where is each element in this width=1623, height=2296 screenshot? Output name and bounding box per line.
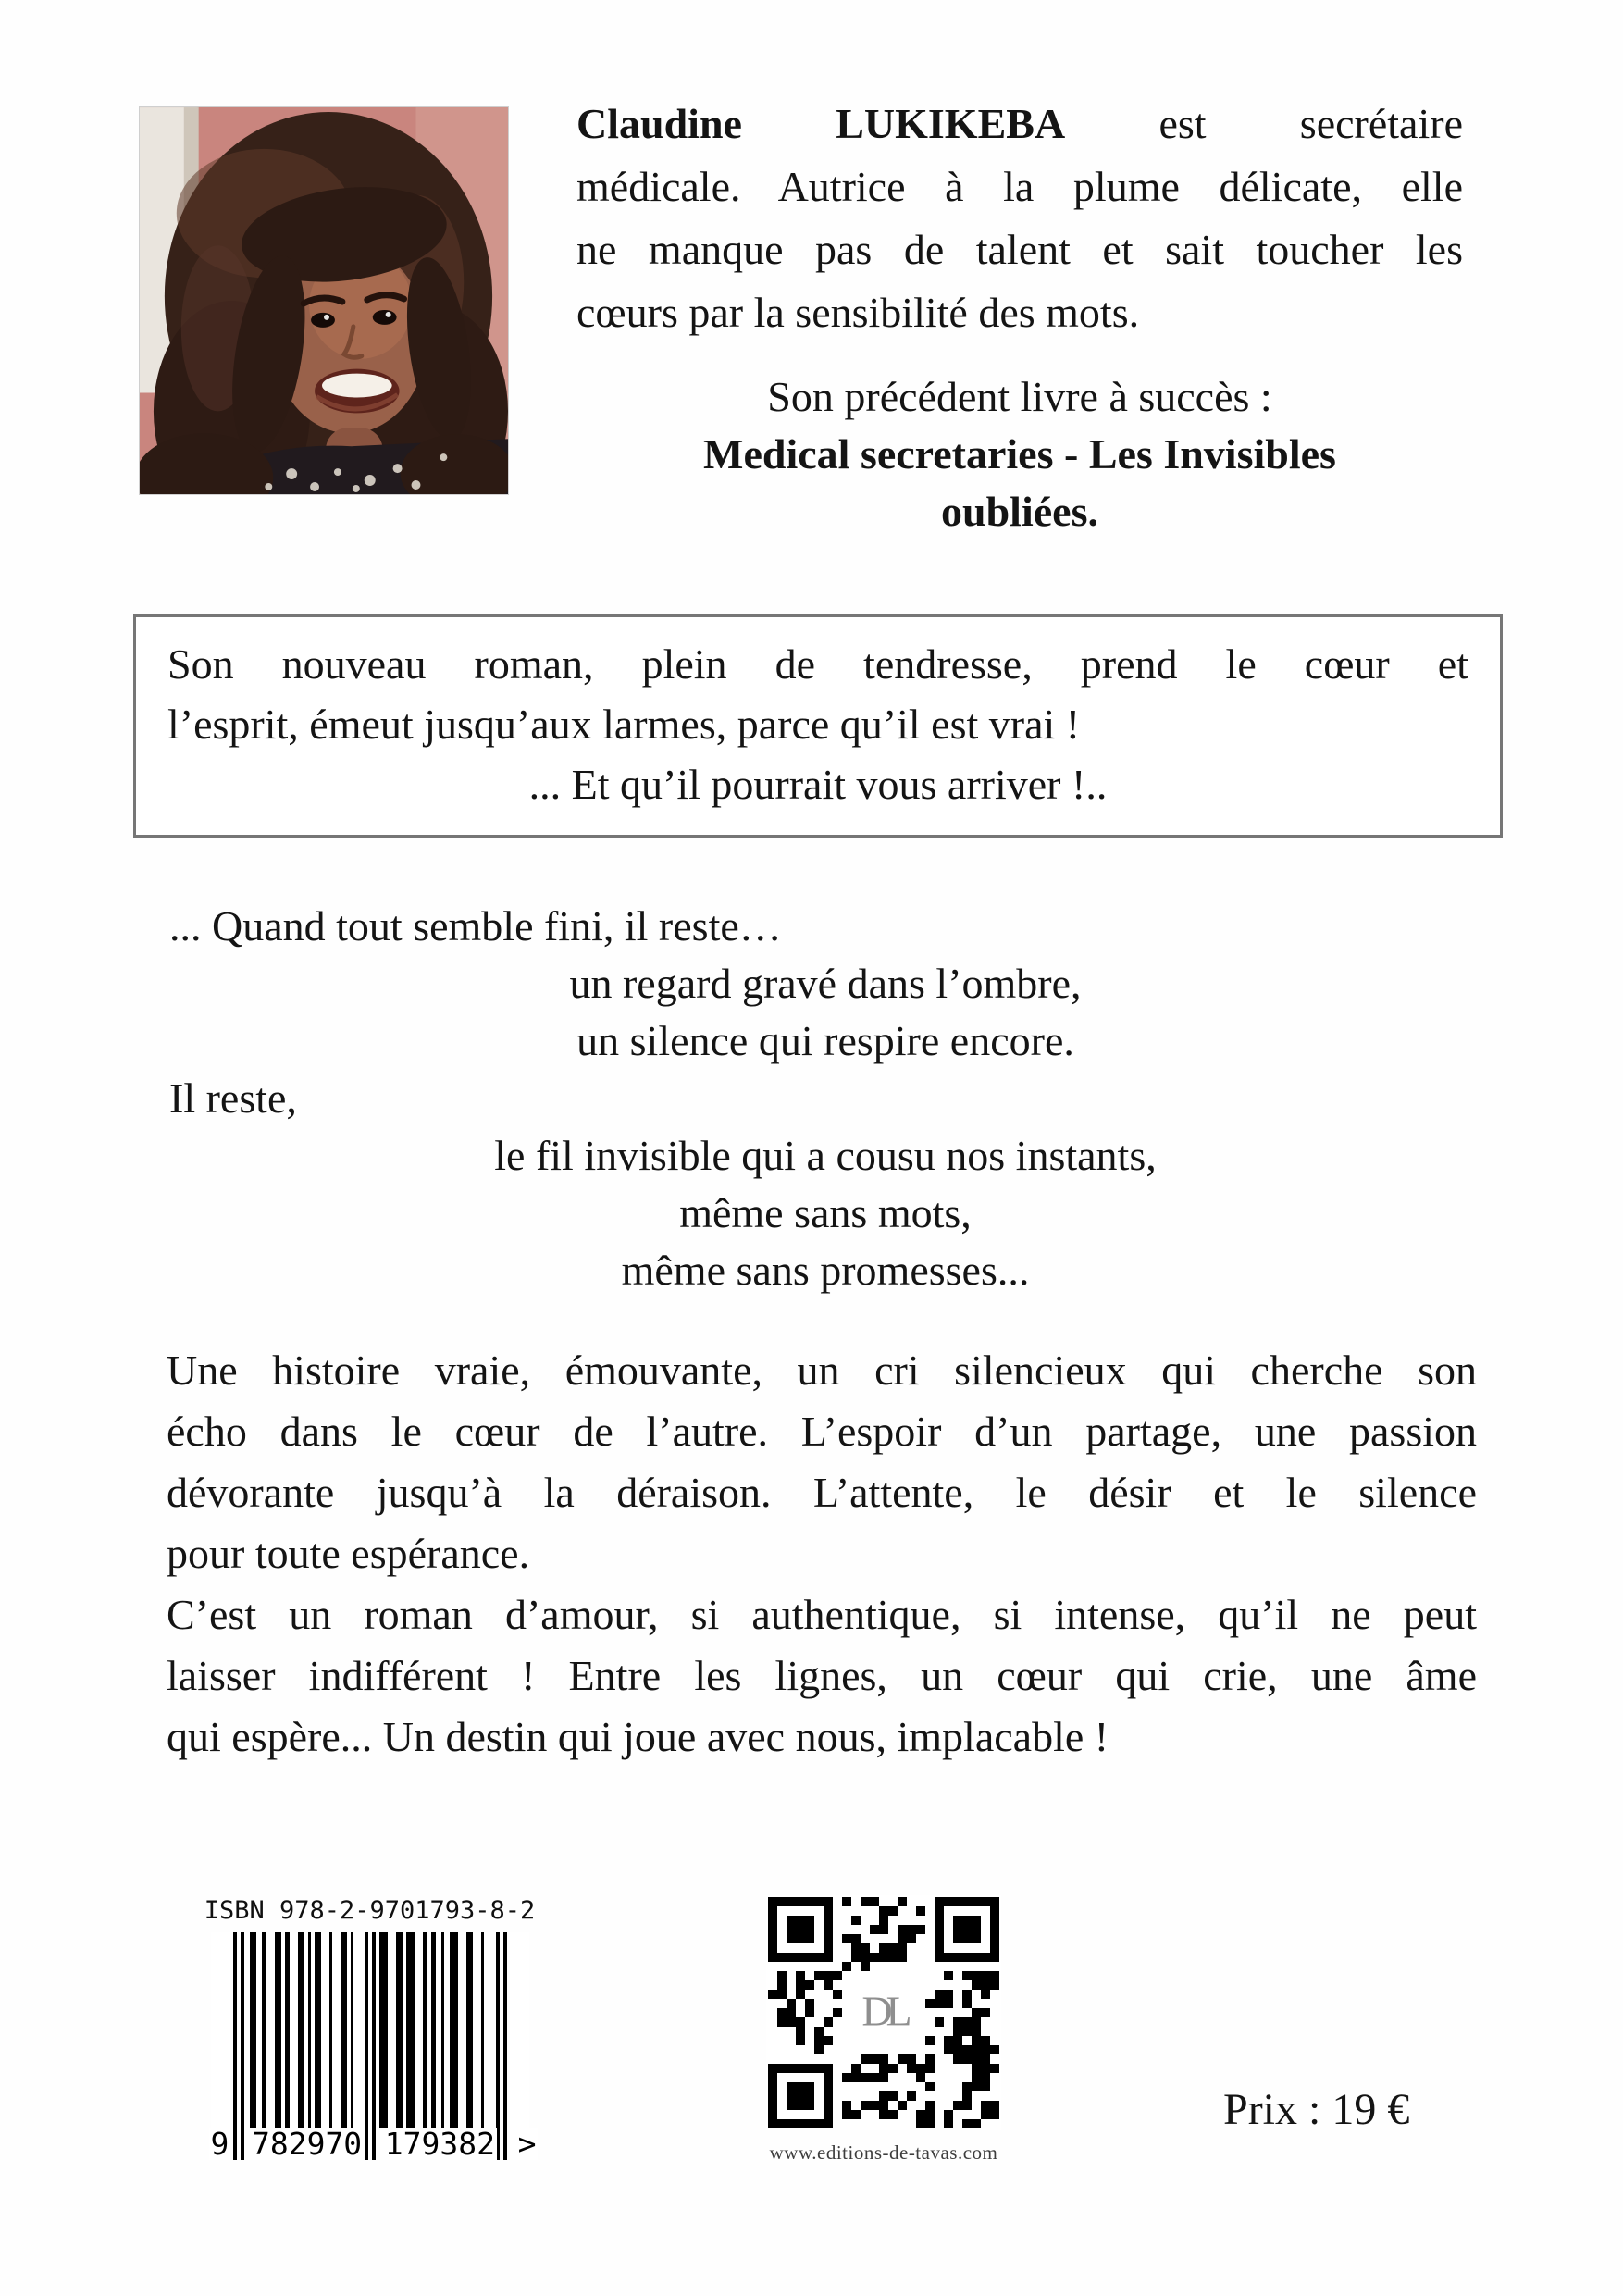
previous-book-title-line-1: Medical secretaries - Les Invisibles	[703, 430, 1336, 478]
poem-line-1: ... Quand tout semble fini, il reste…	[169, 902, 782, 949]
barcode-digit-group: 782970	[251, 2126, 363, 2162]
barcode-digit-group: 179382	[384, 2126, 495, 2162]
author-photo	[139, 106, 509, 495]
previous-book	[576, 368, 1463, 540]
synopsis-p1-line-1: Une histoire vraie, émouvante, un cri silencieux qui cherche son	[167, 1347, 1477, 1394]
isbn-block	[196, 1897, 543, 2160]
synopsis-p2-line-1: C’est un roman d’amour, si authentique, si intense, qu’il ne peut	[167, 1591, 1477, 1638]
bio-line-1-rest: est secrétaire	[1065, 100, 1463, 147]
synopsis-p1-line-3: dévorante jusqu’à la déraison. L’attente, le désir et le silence	[167, 1469, 1477, 1516]
poem-line-5: le fil invisible qui a cousu nos instants,	[494, 1132, 1157, 1179]
synopsis-p2-line-2: laisser indifférent ! Entre les lignes, un cœur qui crie, une âme	[167, 1652, 1477, 1699]
poem-line-7: même sans promesses...	[621, 1247, 1030, 1294]
publisher-qr-block	[766, 1895, 1001, 2165]
barcode-digit-group: 9	[210, 2126, 229, 2162]
synopsis-p1-line-2: écho dans le cœur de l’autre. L’espoir d’un partage, une passion	[167, 1408, 1477, 1455]
previous-book-title-line-2: oubliées.	[941, 488, 1098, 535]
author-portrait-art	[140, 107, 508, 494]
synopsis-p1-line-4: pour toute espérance.	[167, 1530, 530, 1577]
poem-line-6: même sans mots,	[679, 1189, 972, 1236]
bio-line-2: médicale. Autrice à la plume délicate, elle	[576, 163, 1463, 210]
previous-book-intro: Son précédent livre à succès :	[767, 373, 1272, 420]
price: Prix : 19 €	[1223, 2085, 1410, 2134]
bio-line-3: ne manque pas de talent et sait toucher les	[576, 226, 1463, 273]
bio-line-1	[576, 93, 1463, 155]
highlight-box	[133, 614, 1503, 838]
poem-line-2: un regard gravé dans l’ombre,	[569, 960, 1082, 1007]
poem-line-3: un silence qui respire encore.	[576, 1017, 1074, 1064]
ean-barcode	[210, 1932, 537, 2162]
isbn-label: ISBN 978-2-9701793-8-2	[204, 1896, 536, 1925]
barcode-digits	[209, 2127, 539, 2160]
barcode-digit-group: >	[517, 2126, 537, 2162]
poem	[167, 898, 1481, 1299]
publisher-logo-monogram: DL	[861, 1987, 906, 2035]
author-bio	[576, 93, 1463, 540]
blurb-line-1: Son nouveau roman, plein de tendresse, prend le cœur et	[167, 640, 1468, 688]
blurb-line-3: ... Et qu’il pourrait vous arriver !..	[528, 761, 1108, 808]
synopsis-p2-line-3: qui espère... Un destin qui joue avec nous, implacable !	[167, 1713, 1109, 1760]
publisher-url: www.editions-de-tavas.com	[769, 2141, 998, 2164]
blurb-line-2: l’esprit, émeut jusqu’aux larmes, parce qu’il est vrai !	[167, 701, 1081, 748]
bio-line-4: cœurs par la sensibilité des mots.	[576, 289, 1140, 336]
poem-line-4: Il reste,	[169, 1074, 297, 1122]
qr-code	[766, 1895, 1001, 2130]
synopsis	[167, 1340, 1477, 1768]
author-name: Claudine LUKIKEBA	[576, 100, 1066, 147]
